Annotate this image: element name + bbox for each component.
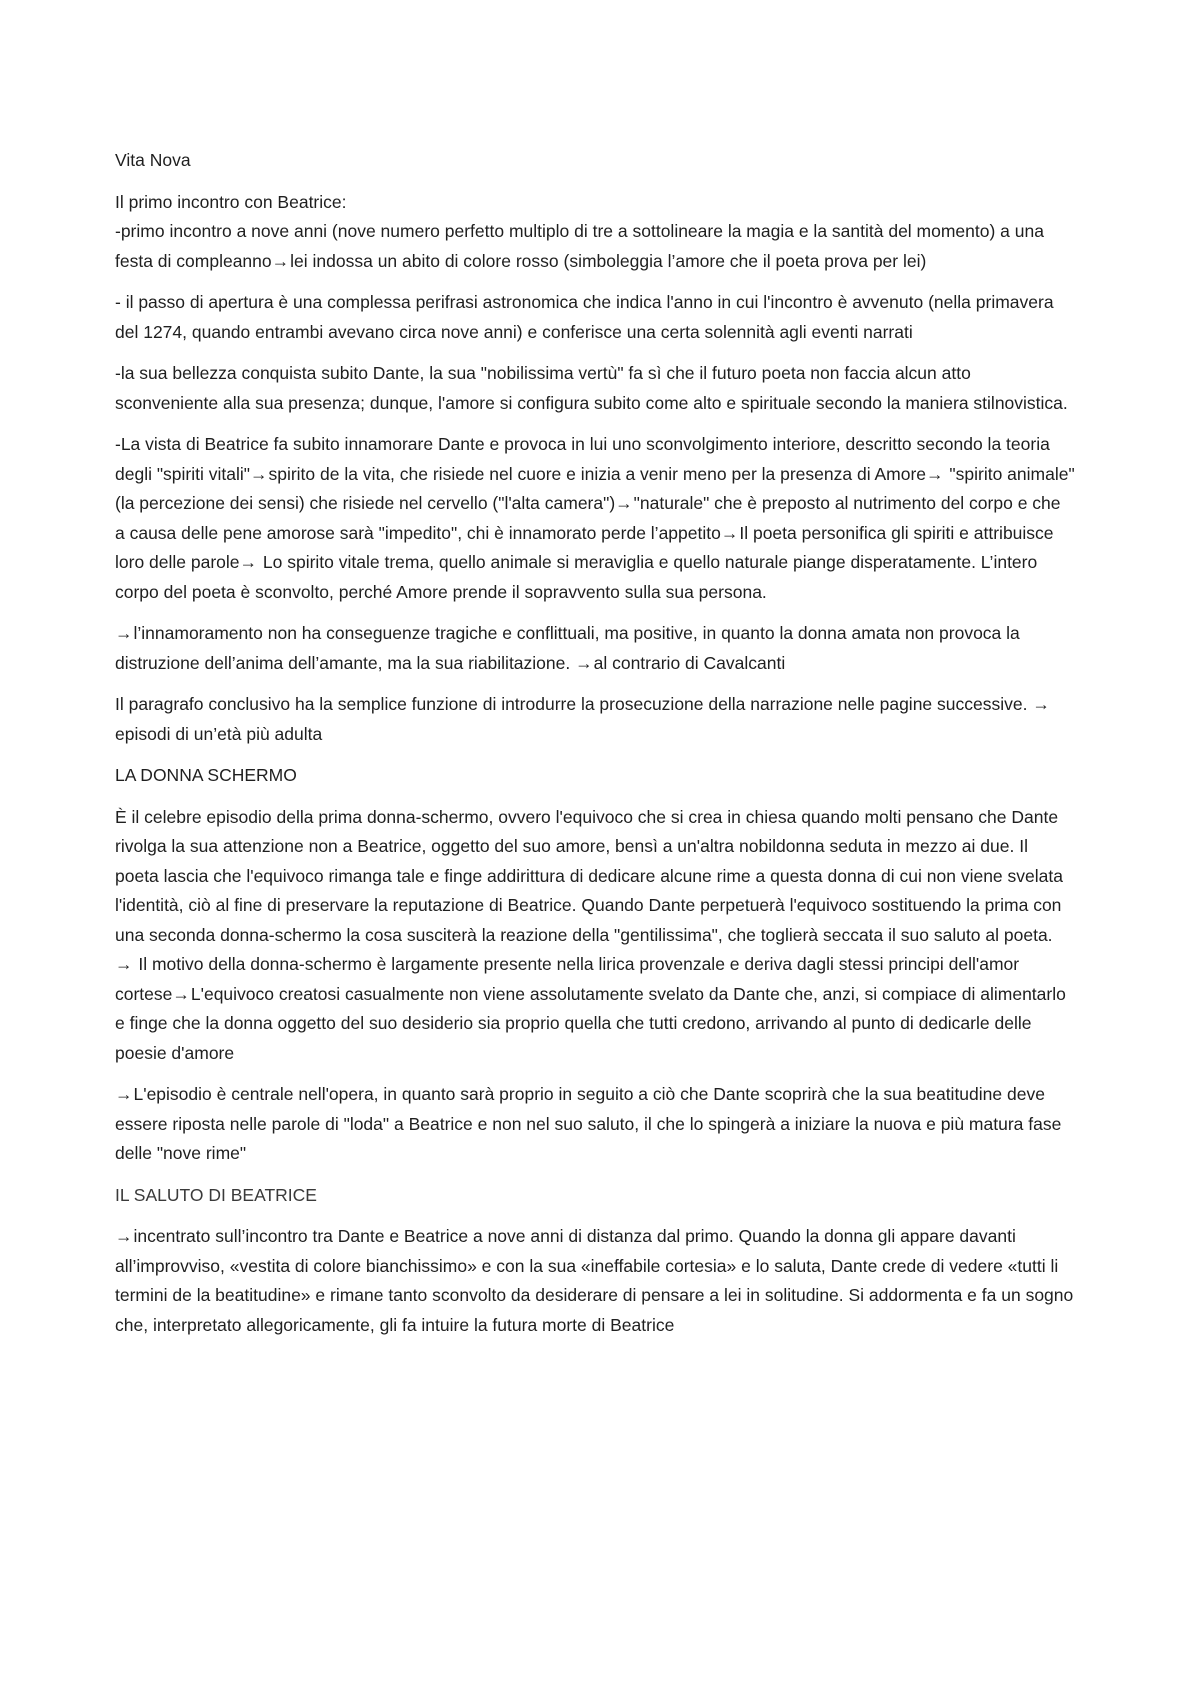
document-body [115,146,1075,1352]
paragraph-text: spirito de la vita, che risiede nel cuore e inizia a venir meno per la presenza di Amore [268,463,927,484]
document-title [115,146,1075,176]
section1-heading [115,188,1075,218]
paragraph-text: l’innamoramento non ha conseguenze tragiche e conflittuali, ma positive, in quanto la donna amata non provoca la distruzione dell’anima dell’amante, ma la sua riabilitazione. [115,623,1020,673]
arrow-right-icon: → [720,522,739,543]
paragraph-text: È il celebre episodio della prima donna-schermo, ovvero l'equivoco che si crea in chiesa quando molti pensano che Dante rivolga la sua attenzione non a Beatrice, oggetto del suo amore, bensì a un'altra nobildonna seduta in mezzo ai due. Il poeta lascia che l'equivoco rimanga tale e finge addirittura di dedicare alcune rime a questa donna di cui non viene svelata l'identità, ciò al fine di preservare la reputazione di Beatrice. Quando Dante perpetuerà l'equivoco sostituendo la prima con una seconda donna-schermo la cosa susciterà la reazione della "gentilissima", che toglierà seccata il suo saluto al poeta. [115,806,1063,945]
section1-paragraph-5 [115,619,1075,678]
paragraph-text: Il motivo della donna-schermo è largamente presente nella lirica provenzale e deriva dagli stessi principi dell'amor cortese [115,954,1020,1004]
arrow-right-icon: → [172,983,190,1004]
arrow-right-icon: → [249,463,268,484]
document-title-text: Vita Nova [115,150,191,170]
section3-heading [115,1181,1075,1211]
paragraph-text: -primo incontro a nove anni (nove numero perfetto multiplo di tre a sottolineare la magia e la santità del momento) a una festa di compleanno [115,221,1044,271]
section1-heading-text: Il primo incontro con Beatrice: [115,191,347,212]
paragraph-text: Lo spirito vitale trema, quello animale si meraviglia e quello naturale piange disperatamente. L’intero corpo del poeta è sconvolto, perché Amore prende il sopravvento sulla sua persona. [115,552,1038,602]
arrow-right-icon: → [115,623,133,643]
section1-paragraph-4 [115,430,1075,607]
paragraph-text: -la sua bellezza conquista subito Dante, la sua "nobilissima vertù" fa sì che il futuro poeta non faccia alcun atto sconveniente alla sua presenza; dunque, l'amore si configura subito come alto e spirituale secondo la maniera stilnovistica. [115,363,1068,413]
paragraph-text: al contrario di Cavalcanti [593,652,786,673]
paragraph-text: "spirito animale" (la percezione dei sensi) che risiede nel cervello ("l'alta camera") [115,463,1075,513]
paragraph-text: -La vista di Beatrice fa subito innamorare Dante e provoca in lui uno sconvolgimento interiore, descritto secondo la teoria degli "spiriti vitali" [115,434,1050,484]
paragraph-text: lei indossa un abito di colore rosso (simboleggia l’amore che il poeta prova per lei) [290,250,927,271]
paragraph-text: incentrato sull’incontro tra Dante e Beatrice a nove anni di distanza dal primo. Quando la donna gli appare davanti all’improvviso, «vestita di colore bianchissimo» e con la sua «ineffabile cortesia» e lo saluta, Dante crede di vedere «tutti li termini de la beatitudine» e rimane tanto sconvolto da desiderare di pensare a lei in solitudine. Si addormenta e fa un sogno che, interpretato allegoricamente, gli fa intuire la futura morte di Beatrice [115,1226,1074,1335]
section1-paragraph-6 [115,690,1075,749]
section3-paragraph-1 [115,1222,1075,1340]
paragraph-text: "naturale" che è preposto al nutrimento del corpo e che a causa delle pene amorose sarà "impedito", chi è innamorato perde l’appetito [115,493,1061,543]
arrow-right-icon: → [115,1226,133,1246]
section2-paragraph-2 [115,1080,1075,1169]
paragraph-text: L'equivoco creatosi casualmente non viene assolutamente svelato da Dante che, anzi, si compiace di alimentarlo e finge che la donna oggetto del suo desiderio sia proprio quella che tutti credono, arrivando al punto di dedicarle delle poesie d'amore [115,983,1066,1063]
arrow-right-icon: → [1032,694,1050,714]
paragraph-text: L'episodio è centrale nell'opera, in quanto sarà proprio in seguito a ciò che Dante scoprirà che la sua beatitudine deve essere riposta nelle parole di "loda" a Beatrice e non nel suo saluto, il che lo spingerà a iniziare la nuova e più matura fase delle "nove rime" [115,1084,1062,1163]
section1-paragraph-1 [115,217,1075,276]
paragraph-text: - il passo di apertura è una complessa perifrasi astronomica che indica l'anno in cui l'incontro è avvenuto (nella primavera del 1274, quando entrambi avevano circa nove anni) e conferisce una certa solennità agli eventi narrati [115,292,1054,342]
paragraph-text: episodi di un’età più adulta [115,723,323,744]
arrow-right-icon: → [615,493,633,513]
section1-paragraph-2 [115,288,1075,347]
section1-paragraph-3 [115,359,1075,418]
section2-heading [115,761,1075,791]
arrow-right-icon: → [575,652,593,673]
arrow-right-icon: → [115,954,133,974]
section2-heading-text: LA DONNA SCHERMO [115,765,297,785]
section2-paragraph-1 [115,803,1075,1069]
arrow-right-icon: → [115,1084,133,1104]
section3-heading-text: IL SALUTO DI BEATRICE [115,1184,317,1205]
arrow-right-icon: → [271,250,290,271]
arrow-right-icon: → [239,552,258,572]
arrow-right-icon: → [926,463,944,484]
paragraph-text: Il poeta personifica gli spiriti e attribuisce loro delle parole [115,522,1054,572]
paragraph-text: Il paragrafo conclusivo ha la semplice funzione di introdurre la prosecuzione della narrazione nelle pagine successive. [115,694,1033,714]
